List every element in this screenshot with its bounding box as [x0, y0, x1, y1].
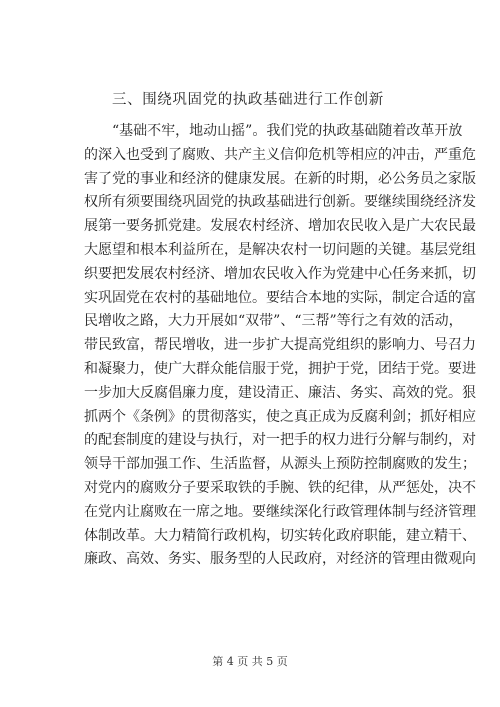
body-paragraph [84, 120, 476, 572]
body-line: 和凝聚力，使广大群众能信服于党，拥护于党，团结于党。要进 [84, 360, 476, 377]
body-line: 的配套制度的建设与执行，对一把手的权力进行分解与制约，对 [84, 432, 476, 449]
body-line: 害了党的事业和经济的健康发展。在新的时期，必公务员之家版 [84, 170, 476, 187]
body-line: 体制改革。大力精简行政机构，切实转化政府职能，建立精干、 [84, 527, 476, 544]
body-line: 在党内让腐败在一席之地。要继续深化行政管理体制与经济管理 [84, 503, 476, 520]
body-line: 实巩固党在农村的基础地位。要结合本地的实际，制定合适的富 [84, 289, 476, 306]
body-line: 大愿望和根本利益所在，是解决农村一切问题的关键。基层党组 [84, 241, 476, 258]
body-line: 权所有须要围绕巩固党的执政基础进行创新。要继续围绕经济发 [84, 194, 476, 211]
body-line: 抓两个《条例》的贯彻落实，使之真正成为反腐利剑；抓好相应 [84, 408, 476, 425]
section-heading: 三、围绕巩固党的执政基础进行工作创新 [112, 92, 384, 108]
body-line: “基础不牢，地动山摇”。我们党的执政基础随着改革开放 [112, 123, 463, 139]
body-line: 领导干部加强工作、生活监督，从源头上预防控制腐败的发生； [84, 456, 476, 473]
body-line: 对党内的腐败分子要采取铁的手腕、铁的纪律，从严惩处，决不 [84, 479, 476, 496]
body-line: 廉政、高效、务实、服务型的人民政府，对经济的管理由微观向 [84, 551, 476, 568]
page-number-footer: 第 4 页 共 5 页 [212, 655, 288, 668]
body-line: 的深入也受到了腐败、共产主义信仰危机等相应的冲击，严重危 [84, 146, 476, 163]
body-line: 带民致富，帮民增收，进一步扩大提高党组织的影响力、号召力 [84, 337, 476, 354]
body-line: 一步加大反腐倡廉力度，建设清正、廉洁、务实、高效的党。狠 [84, 384, 476, 401]
body-line: 展第一要务抓党建。发展农村经济、增加农民收入是广大农民最 [84, 218, 476, 235]
body-line: 织要把发展农村经济、增加农民收入作为党建中心任务来抓，切 [84, 265, 476, 282]
body-line: 民增收之路，大力开展如“双带”、“三帮”等行之有效的活动， [84, 313, 463, 330]
